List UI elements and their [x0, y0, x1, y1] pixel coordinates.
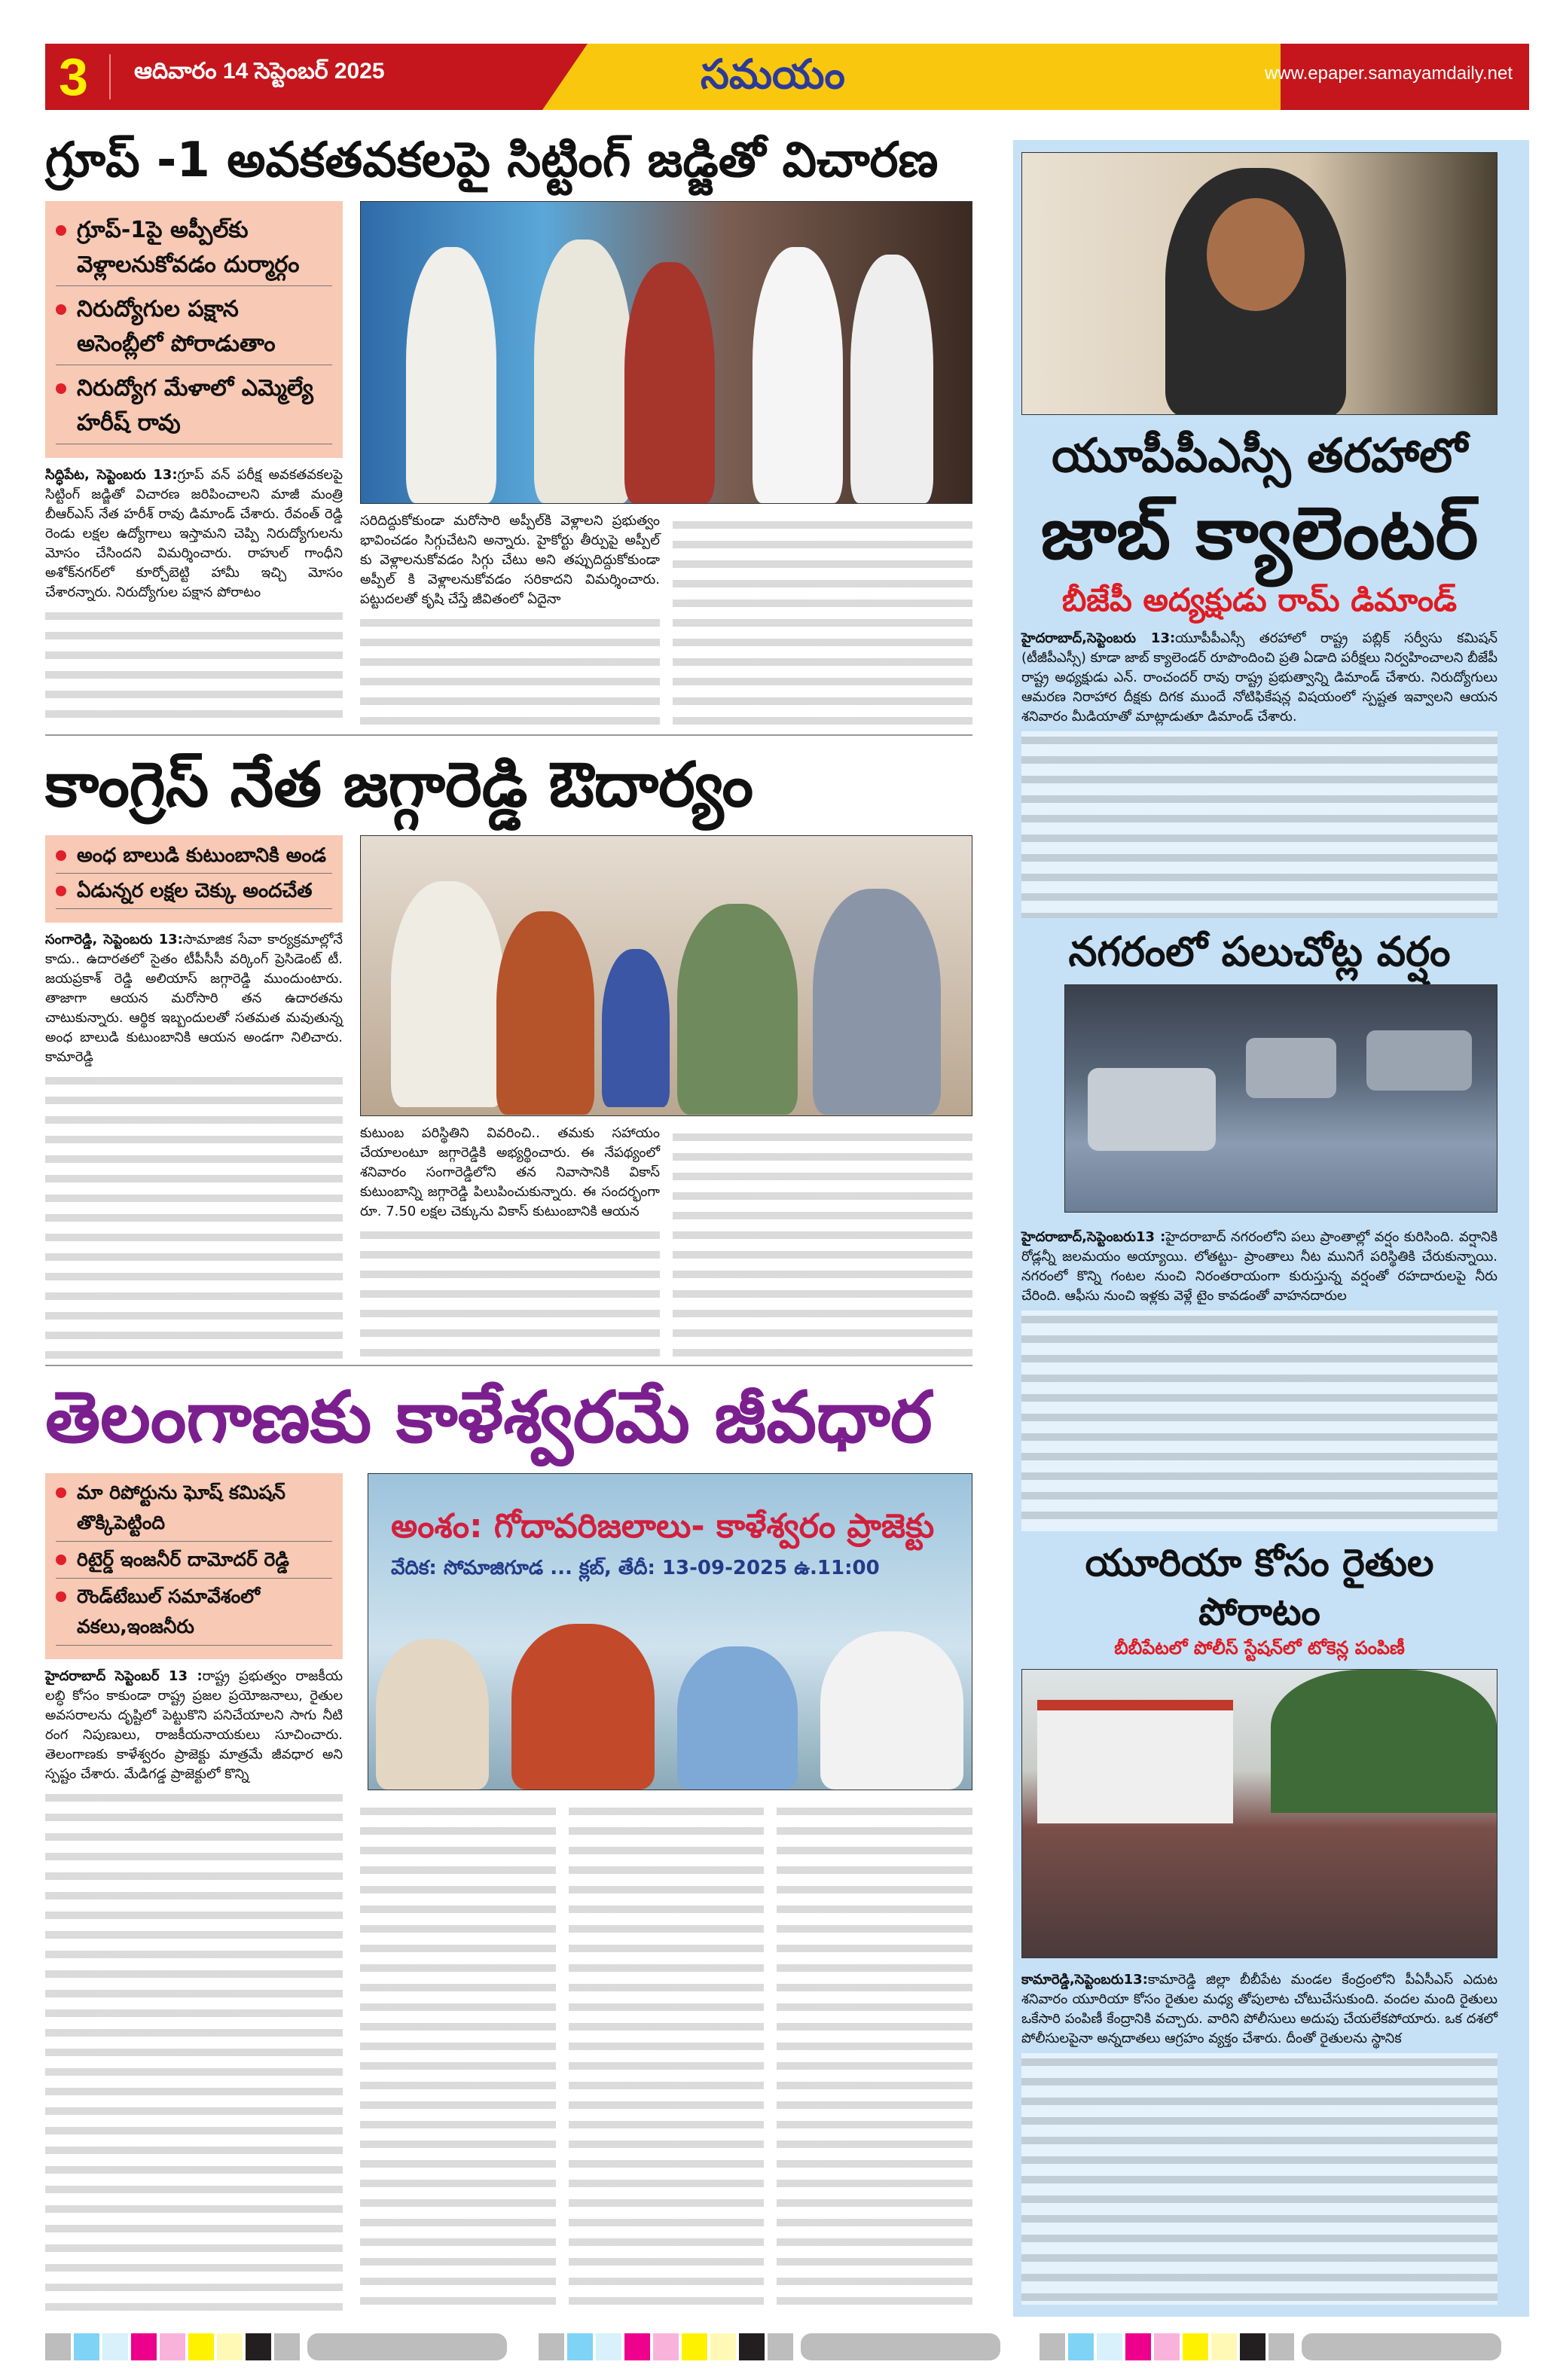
- gray-bar: [801, 2333, 1000, 2360]
- color-swatch: [768, 2333, 793, 2360]
- color-swatch: [188, 2333, 214, 2360]
- photo-jaggareddy-family: [360, 835, 972, 1116]
- bullet-item: నిరుద్యోగుల పక్షాన అసెంబ్లీలో పోరాడుతాం: [56, 292, 332, 365]
- gray-bar: [1302, 2333, 1501, 2360]
- article-urea-body: [1021, 1970, 1497, 2305]
- bullet-item: రిటైర్డ్ ఇంజనీర్ దామోదర్ రెడ్డి: [56, 1545, 332, 1579]
- header-divider: [109, 54, 111, 99]
- dateline: హైదరాబాద్ సెప్టెంబర్ 13 :: [45, 1668, 203, 1685]
- color-swatch: [131, 2333, 157, 2360]
- bullet-dot-icon: [56, 1591, 66, 1602]
- headline-job-calendar: జాబ్ క్యాలెంటర్: [1040, 490, 1479, 575]
- article-rain-body: [1021, 1228, 1497, 1532]
- article-kaleshwaram-column-4: [777, 1798, 972, 2311]
- epaper-url[interactable]: www.epaper.samayamdaily.net: [1264, 63, 1513, 84]
- body-text: యూపీపీఎస్సీ తరహాలో రాష్ట్ర పబ్లిక్ సర్వీసు కమిషన్ (టీజీపీఎస్సీ) కూడా జాబ్ క్యాలెండర్ రూపొందించి ప్రతి ఏడాది పరీక్షలు నిర్వహించాలని బీజేపీ రాష్ట్ర అధ్యక్షుడు ఎన్. రాంచందర్ రావు రాష్ట్ర ప్రభుత్వాన్ని డిమాండ్ చేశారు. నిరుద్యోగులు ఆమరణ నిరాహార దీక్షకు దిగక ముందే నోటిఫికేషన్ల విషయంలో స్పష్టత ఇవ్వాలని ఆయన శనివారం మీడియాతో మాట్లాడుతూ డిమాండ్ చేశారు.: [1021, 630, 1497, 725]
- body-text: హైదరాబాద్ నగరంలోని పలు ప్రాంతాల్లో వర్షం కురిసింది. వర్షానికి రోడ్లన్నీ జలమయం అయ్యాయి. లోతట్టు- ప్రాంతాలు నీట మునిగే పరిస్థితికి చేరుకున్నాయి. నగరంలో కొన్ని గంటల నుంచి నిరంతరాయంగా కురుస్తున్న వర్షంతో రహదారులపై నీరు చేరింది. ఆఫీసు నుంచి ఇళ్లకు వెళ్లే టైం కావడంతో వాహనదారుల: [1021, 1228, 1497, 1304]
- bullet-dot-icon: [56, 304, 66, 315]
- color-swatch: [710, 2333, 736, 2360]
- article-group1-column-1: [45, 465, 343, 728]
- bullet-dot-icon: [56, 886, 66, 896]
- bullet-dot-icon: [56, 1555, 66, 1565]
- article-jaggareddy: [45, 746, 972, 1359]
- photo-round-table-meeting: [368, 1473, 972, 1790]
- article-kaleshwaram-column-1: [45, 1667, 343, 2311]
- print-color-bar: [45, 2333, 507, 2360]
- section-divider: [45, 1365, 972, 1366]
- article-jaggareddy-column-2: [360, 1124, 660, 1359]
- headline-kaleshwaram: తెలంగాణకు కాళేశ్వరమే జీవధార: [45, 1377, 933, 1459]
- color-swatch: [217, 2333, 243, 2360]
- photo-ramchander-rao: [1021, 152, 1497, 415]
- body-text: సామాజిక సేవా కార్యక్రమాల్లోనే కాదు.. ఉదారతలో సైతం టీపీసీసీ వర్కింగ్ ప్రెసిడెంట్ టీ. జయప్రకాశ్ రెడ్డి అలియాస్ జగ్గారెడ్డి ముందుంటారు. తాజాగా ఆయన మరోసారి తన ఉదారతను చాటుకున్నారు. ఆర్థిక ఇబ్బందులతో సతమత మవుతున్న అంధ బాలుడి కుటుంబానికి ఆయన అండగా నిలిచారు. కామారెడ్డి: [45, 931, 343, 1065]
- print-color-bar: [1040, 2333, 1501, 2360]
- article-group1-column-3: [673, 511, 972, 728]
- color-swatch: [45, 2333, 71, 2360]
- dateline: హైదరాబాద్,సెప్టెంబరు13 :: [1021, 1228, 1166, 1245]
- headline-rain: నగరంలో పలుచోట్ల వర్షం: [1068, 927, 1451, 975]
- color-swatch: [624, 2333, 650, 2360]
- page-header: [45, 44, 1529, 110]
- color-swatch: [74, 2333, 99, 2360]
- article-kaleshwaram-column-3: [569, 1798, 765, 2311]
- color-swatch: [1268, 2333, 1294, 2360]
- issue-date: ఆదివారం 14 సెప్టెంబర్ 2025: [134, 59, 385, 84]
- bullet-dot-icon: [56, 850, 66, 861]
- subhead-job-calendar: బీజేపీ అద్యక్షుడు రామ్ డిమాండ్: [1061, 581, 1458, 619]
- bullet-dot-icon: [56, 225, 66, 236]
- color-swatch: [739, 2333, 765, 2360]
- body-text: సరిదిద్దుకోకుండా మరోసారి అప్పీల్‌కి వెళ్లాలని ప్రభుత్వం భావించడం సిగ్గుచేటని అన్నారు. హైకోర్టు తీర్పుపై అప్పీల్ కు వెళ్లాలనుకోవడం సిగ్గు చేటు అని తప్పుదిద్దుకోకుండా అప్పీల్ కి వెళ్లాలనుకోవడం సరికాదని విమర్శించారు. పట్టుదలతో కృషి చేస్తే జీవితంలో ఏదైనా: [360, 513, 660, 608]
- section-divider: [45, 734, 972, 736]
- color-swatch: [1068, 2333, 1094, 2360]
- color-swatch: [102, 2333, 128, 2360]
- body-text: కుటుంబ పరిస్థితిని వివరించి.. తమకు సహాయం చేయాలంటూ జగ్గారెడ్డికి అభ్యర్థించారు. ఈ నేపథ్యంలో శనివారం సంగారెడ్డిలోని తన నివాసానికి వికాస్ కుటుంబాన్ని జగ్గారెడ్డి పిలుపించుకున్నారు. ఈ సందర్భంగా రూ. 7.50 లక్షల చెక్కును వికాస్ కుటుంబానికి ఆయన: [360, 1124, 660, 1219]
- article-jaggareddy-column-3: [673, 1124, 972, 1359]
- color-swatch: [1211, 2333, 1237, 2360]
- bullet-dot-icon: [56, 383, 66, 394]
- body-text: కామారెడ్డి జిల్లా బీబీపేట మండల కేంద్రంలోని పీఏసీఎస్ ఎదుట శనివారం యూరియా కోసం రైతుల మధ్య తోపులాట చోటుచేసుకుంది. వందల మంది రైతులు ఒకేసారి పంపిణీ కేంద్రానికి వచ్చారు. వారిని పోలీసులు అదుపు చేయలేకపోయారు. ఒక దశలో పోలీసులపైనా అన్నదాతలు ఆగ్రహం వ్యక్తం చేశారు. దీంతో రైతులను స్థానిక: [1021, 1972, 1497, 2047]
- print-color-bar: [539, 2333, 1000, 2360]
- color-swatch: [567, 2333, 593, 2360]
- bullet-item: ఏడున్నర లక్షల చెక్కు అందచేత: [56, 877, 332, 909]
- article-kaleshwaram-column-2: [360, 1798, 556, 2311]
- page-number: 3: [59, 47, 88, 106]
- kicker-job-calendar: యూపీపీఎస్సీ తరహాలో: [1052, 428, 1467, 483]
- color-swatch: [1040, 2333, 1065, 2360]
- bullet-box-group1: [45, 201, 343, 458]
- body-text: గ్రూప్ వన్ పరీక్ష అవకతవకలపై సిట్టింగ్ జడ్జితో విచారణ జరిపించాలని మాజీ మంత్రి బీఆర్ఎస్ నేత హరీశ్ రావు డిమాండ్ చేశారు. రేవంత్ రెడ్డి రెండు లక్షల ఉద్యోగాలు ఇస్తామని చెప్పి నిరుద్యోగులను మోసం చేసిందని విమర్శించారు. రాహుల్ గాంధీని అశోక్‌నగర్‌లో కూర్చోబెట్టి హామీ ఇచ్చి మోసం చేశారన్నారు. నిరుద్యోగుల పక్షాన పోరాటం: [45, 467, 343, 601]
- color-swatch: [539, 2333, 564, 2360]
- bullet-item: నిరుద్యోగ మేళాలో ఎమ్మెల్యే హరీష్ రావు: [56, 371, 332, 444]
- dateline: సిద్ధిపేట, సెప్టెంబరు 13:: [45, 467, 178, 484]
- dateline: సంగారెడ్డి, సెప్టెంబరు 13:: [45, 931, 183, 947]
- dateline: హైదరాబాద్,సెప్టెంబరు 13:: [1021, 630, 1176, 646]
- headline-group1: గ్రూప్ -1 అవకతవకలపై సిట్టింగ్ జడ్జితో విచారణ: [45, 133, 939, 188]
- color-swatch: [246, 2333, 271, 2360]
- article-group1-column-2: [360, 511, 660, 728]
- gray-bar: [307, 2333, 507, 2360]
- body-text: రాష్ట్ర ప్రభుత్వం రాజకీయ లబ్ధి కోసం కాకుండా రాష్ట్ర ప్రజల ప్రయోజనాలు, రైతుల అవసరాలను దృష్టిలో పెట్టుకొని పనిచేయాలని సాగు నీటి రంగ నిపుణులు, రాజకీయనాయకులు సూచించారు. తెలంగాణకు కాళేశ్వరం ప్రాజెక్టు మాత్రమే జీవధార అని స్పష్టం చేశారు. మేడిగడ్డ ప్రాజెక్టులో కొన్ని: [45, 1668, 343, 1783]
- right-column: [1021, 152, 1497, 2305]
- article-kaleshwaram: [45, 1372, 972, 2311]
- article-jaggareddy-column-1: [45, 930, 343, 1359]
- color-swatch: [1125, 2333, 1151, 2360]
- color-swatch: [653, 2333, 679, 2360]
- article-job-calendar-body: [1021, 629, 1497, 918]
- color-swatch: [274, 2333, 300, 2360]
- bullet-box-kaleshwaram: [45, 1473, 343, 1659]
- photo-banner-subtext: వేదిక: సోమాజిగూడ ... క్లబ్, తేదీ: 13-09-2025 ఉ.11:00: [391, 1556, 880, 1579]
- headline-jaggareddy: కాంగ్రెస్ నేత జగ్గారెడ్డి ఔదార్యం: [45, 749, 754, 821]
- headline-urea: యూరియా కోసం రైతుల పోరాటం: [1085, 1541, 1434, 1634]
- photo-banner-text: అంశం: గోదావరిజలాలు- కాళేశ్వరం ప్రాజెక్టు: [391, 1507, 935, 1546]
- color-swatch: [596, 2333, 621, 2360]
- bullet-item: రౌండ్‌టేబుల్ సమావేశంలో వకలు,ఇంజనీరు: [56, 1582, 332, 1646]
- color-swatch: [160, 2333, 185, 2360]
- photo-farmers-queue: [1021, 1669, 1497, 1958]
- color-swatch: [1154, 2333, 1180, 2360]
- color-swatch: [1240, 2333, 1265, 2360]
- color-swatch: [1097, 2333, 1122, 2360]
- color-swatch: [682, 2333, 707, 2360]
- masthead-logo: సమయం: [701, 52, 845, 97]
- bullet-dot-icon: [56, 1488, 66, 1498]
- subhead-urea: బీబీపేటలో పోలీస్ స్టేషన్‌లో టోకెన్ల పంపిణీ: [1114, 1637, 1405, 1659]
- color-swatch: [1183, 2333, 1208, 2360]
- bullet-item: మా రిపోర్టును ఘోష్ కమిషన్ తొక్కిపెట్టింది: [56, 1478, 332, 1542]
- article-group1: [45, 130, 972, 728]
- bullet-item: అంధ బాలుడి కుటుంబానికి అండ: [56, 841, 332, 874]
- bullet-item: గ్రూప్-1పై అప్పీల్‌కు వెళ్లాలనుకోవడం దుర్మార్గం: [56, 213, 332, 286]
- dateline: కామారెడ్డి,సెప్టెంబరు13:: [1021, 1972, 1148, 1988]
- photo-harish-rao-event: [360, 201, 972, 504]
- photo-rain-traffic: [1064, 984, 1497, 1213]
- masthead-band: [542, 44, 1281, 110]
- bullet-box-jaggareddy: [45, 835, 343, 923]
